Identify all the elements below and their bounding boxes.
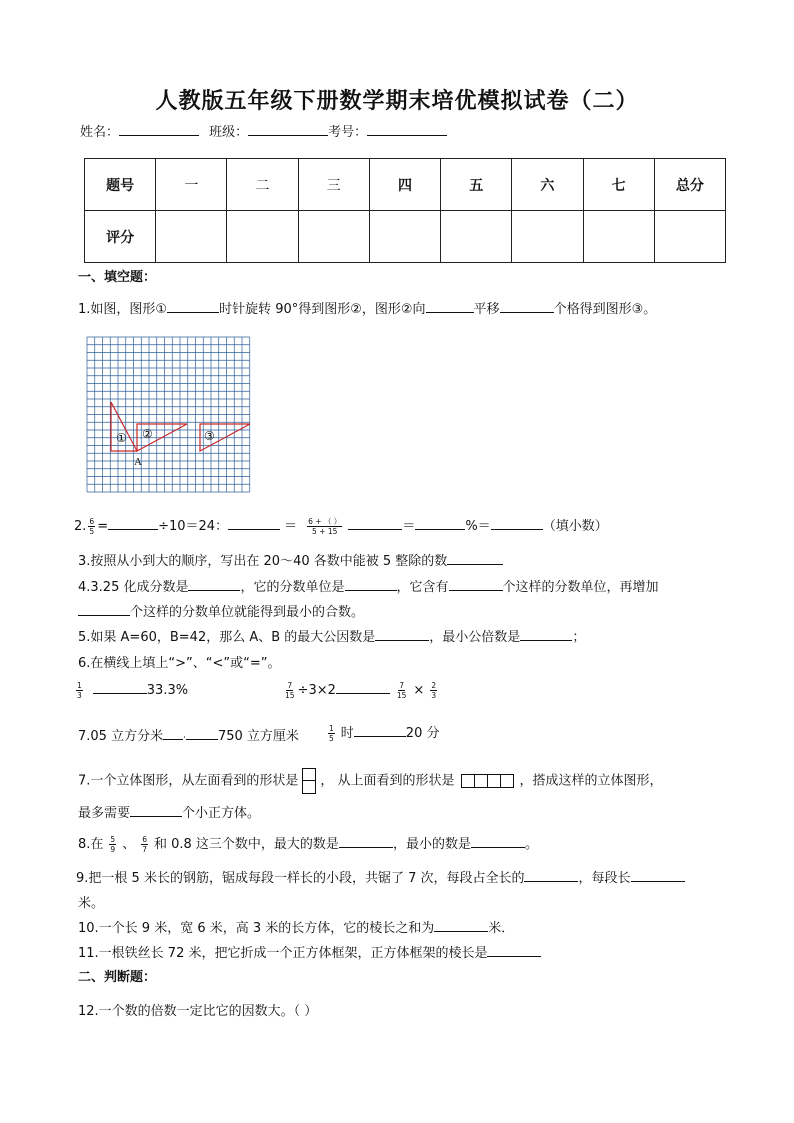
q5-text: 5.如果 A=60，B=42，那么 A、B 的最大公因数是 [78, 630, 376, 645]
shape-1-label: ① [116, 431, 127, 445]
answer-blank[interactable] [500, 300, 554, 313]
answer-blank[interactable] [348, 517, 402, 530]
fraction: $\frac{6}{7}$ [142, 835, 147, 854]
q6-text: × [413, 683, 425, 698]
q2-text: ＝ [402, 519, 416, 534]
q1-text: 时针旋转 90°得到图形②，图形②向 [219, 302, 426, 317]
score-header-cell: 二 [227, 159, 298, 211]
q2-text: （填小数） [542, 519, 608, 534]
q2-text: %＝ [465, 519, 491, 534]
q7b-text: 个小正方体。 [182, 806, 261, 821]
fraction: $\frac{2}{3}$ [431, 681, 437, 700]
question-6-items-2 [282, 681, 439, 700]
score-cell[interactable] [227, 211, 298, 263]
q5-text: ； [572, 630, 586, 645]
q4-text: 个这样的分数单位就能得到最小的合数。 [130, 605, 365, 620]
q5-text: ，最小公倍数是 [429, 630, 521, 645]
section-true-false-title: 二、判断题： [78, 970, 157, 985]
point-a-label: A [134, 456, 142, 468]
answer-blank[interactable] [186, 727, 218, 740]
q8-text: 和 0.8 这三个数中，最大的数是 [153, 837, 339, 852]
score-header-cell: 五 [441, 159, 512, 211]
answer-blank[interactable] [471, 835, 525, 848]
q7a-text: 7.05 立方分米 [78, 729, 164, 744]
q7a-text: 750 立方厘米 [217, 729, 299, 744]
answer-blank[interactable] [447, 552, 503, 565]
class-label: 班级： [209, 125, 249, 140]
answer-blank[interactable] [339, 835, 393, 848]
fraction: $\frac{6}{5}$ [89, 517, 95, 536]
answer-blank[interactable] [108, 517, 158, 530]
q8-text: 。 [524, 837, 538, 852]
q3-text: 3.按照从小到大的顺序，写出在 20～40 各数中能被 5 整除的数 [78, 554, 448, 569]
page-title: 人教版五年级下册数学期末培优模拟试卷（二） [155, 89, 639, 114]
q7b-text: 7.一个立体图形，从左面看到的形状是 [78, 773, 299, 789]
class-field[interactable] [248, 123, 328, 136]
left-view-shape [302, 768, 316, 794]
answer-blank[interactable] [415, 517, 465, 530]
score-cell[interactable] [156, 211, 227, 263]
q7a-text: 时 [340, 726, 354, 741]
answer-blank[interactable] [491, 517, 543, 530]
q6-text: ÷3×2 [297, 683, 336, 698]
score-cell[interactable] [298, 211, 369, 263]
answer-blank[interactable] [163, 727, 183, 740]
q2-text: = [97, 519, 109, 534]
fraction: $\frac{7}{15}$ [285, 681, 295, 700]
score-row-label: 评分 [85, 211, 156, 263]
q10-text: 米． [488, 921, 515, 936]
answer-blank[interactable] [336, 681, 390, 694]
answer-blank[interactable] [167, 300, 219, 313]
score-cell[interactable] [654, 211, 725, 263]
q2-text: ＝ [284, 519, 298, 534]
answer-blank[interactable] [130, 804, 182, 817]
score-header-cell: 三 [298, 159, 369, 211]
question-5 [78, 626, 585, 645]
fraction: $\frac{5}{9}$ [110, 835, 116, 854]
q9-text: ，每段长 [578, 871, 631, 886]
question-6: 6.在横线上填上“>”、“<”或“=”。 [78, 656, 281, 671]
q7a-text: · [183, 733, 186, 743]
question-4 [78, 576, 659, 595]
score-header-cell: 七 [583, 159, 654, 211]
q1-text: 个格得到图形③。 [553, 302, 657, 317]
fraction: $\frac{6 + ( )}{5 + 15}$ [308, 517, 342, 536]
question-7a-2 [326, 722, 439, 743]
q9-text: 9.把一根 5 米长的钢筋，锯成每段一样长的小段，共锯了 7 次，每段占全长的 [76, 871, 525, 886]
answer-blank[interactable] [449, 578, 503, 591]
number-field[interactable] [367, 123, 447, 136]
q1-text: 平移 [473, 302, 500, 317]
q7a-text: 20 分 [405, 726, 440, 741]
answer-blank[interactable] [375, 628, 429, 641]
student-info [80, 121, 447, 140]
q1-text: 1.如图，图形① [78, 302, 168, 317]
answer-blank[interactable] [524, 869, 578, 882]
score-cell[interactable] [441, 211, 512, 263]
question-7a [78, 725, 299, 744]
section-fill-in-title: 一、填空题： [78, 270, 157, 285]
shape-3-label: ③ [204, 429, 215, 443]
answer-blank[interactable] [426, 300, 474, 313]
question-9 [76, 867, 685, 886]
q7b-text: ， 从上面看到的形状是 [320, 773, 455, 789]
q6-text: 33.3% [146, 683, 189, 698]
score-table-row [85, 211, 726, 263]
answer-blank[interactable] [434, 919, 488, 932]
score-cell[interactable] [583, 211, 654, 263]
question-12: 12.一个数的倍数一定比它的因数大。（ ） [78, 1004, 318, 1019]
q8-text: ，最小的数是 [392, 837, 471, 852]
question-4-cont [78, 601, 364, 620]
name-field[interactable] [119, 123, 199, 136]
name-label: 姓名： [80, 125, 120, 140]
question-1 [78, 298, 656, 317]
question-2 [74, 515, 608, 536]
q2-text: ÷10＝24： [158, 519, 229, 534]
grid-figure [84, 334, 256, 494]
q4-text: 个这样的分数单位，再增加 [502, 580, 659, 595]
question-11 [78, 942, 541, 961]
score-header-cell: 六 [512, 159, 583, 211]
q7b-text: ，搭成这样的立体图形， [519, 773, 663, 789]
answer-blank[interactable] [487, 944, 541, 957]
question-8 [78, 833, 538, 854]
q7b-text: 最多需要 [78, 806, 131, 821]
question-6-items [74, 681, 188, 700]
question-7b-cont [78, 802, 260, 821]
q11-text: 11.一根铁丝长 72 米，把它折成一个正方体框架，正方体框架的棱长是 [78, 946, 488, 961]
score-table-header-row [85, 159, 726, 211]
number-label: 考号： [328, 125, 368, 140]
answer-blank[interactable] [345, 578, 397, 591]
shape-2-label: ② [142, 427, 153, 441]
score-header-cell: 四 [369, 159, 440, 211]
score-table [84, 158, 726, 263]
fraction: $\frac{1}{3}$ [77, 681, 82, 700]
answer-blank[interactable] [93, 681, 147, 694]
answer-blank[interactable] [520, 628, 572, 641]
score-header-cell: 题号 [85, 159, 156, 211]
question-10 [78, 917, 514, 936]
question-7b [78, 768, 663, 794]
score-header-cell: 一 [156, 159, 227, 211]
q8-text: 、 [122, 837, 136, 852]
q4-text: ，它含有 [396, 580, 449, 595]
q4-text: ，它的分数单位是 [240, 580, 345, 595]
score-header-cell: 总分 [654, 159, 725, 211]
q2-text: 2. [74, 519, 87, 534]
answer-blank[interactable] [188, 578, 240, 591]
fraction: $\frac{7}{15}$ [396, 681, 407, 700]
answer-blank[interactable] [78, 603, 130, 616]
question-3 [78, 550, 503, 569]
q10-text: 10.一个长 9 米，宽 6 米，高 3 米的长方体，它的棱长之和为 [78, 921, 435, 936]
q4-text: 4.3.25 化成分数是 [78, 580, 189, 595]
question-9-cont: 米。 [78, 896, 105, 911]
fraction: $\frac{1}{5}$ [329, 724, 334, 743]
score-cell[interactable] [369, 211, 440, 263]
answer-blank[interactable] [631, 869, 685, 882]
answer-blank[interactable] [228, 517, 280, 530]
q8-text: 8.在 [78, 837, 104, 852]
score-cell[interactable] [512, 211, 583, 263]
top-view-shape [461, 774, 514, 788]
answer-blank[interactable] [354, 724, 406, 737]
